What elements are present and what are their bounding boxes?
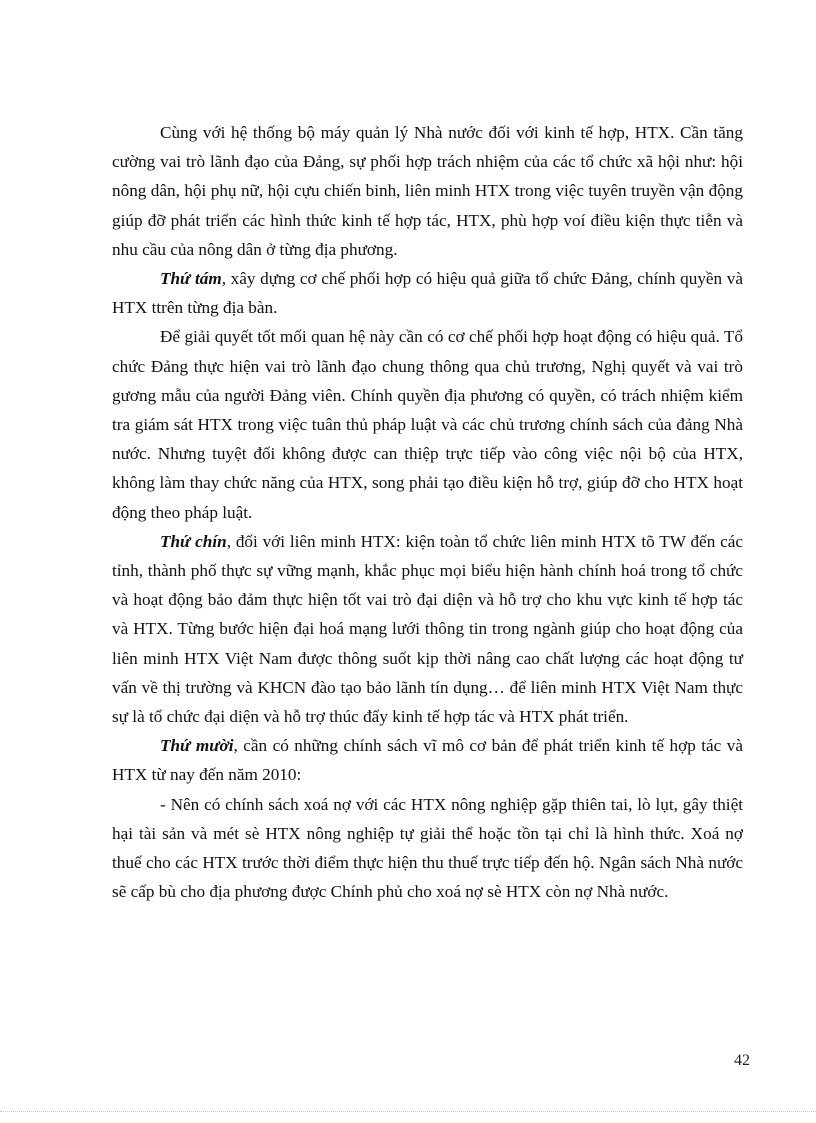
paragraph-text: Cùng với hệ thống bộ máy quản lý Nhà nước đối với kinh tế hợp, HTX. Cần tăng cường vai trò lãnh đạo của Đảng, sự phối hợp trách nhiệm của các tổ chức xã hội như: hội nông dân, hội phụ nữ, hội cựu chiến binh, liên minh HTX trong việc tuyên truyền vận động giúp đỡ phát triển các hình thức kinh tế hợp tác, HTX, phù hợp voí điều kiện thực tiễn và nhu cầu của nông dân ở từng địa phương.	[112, 123, 743, 259]
paragraph-lead: Thứ chín	[160, 531, 227, 551]
page-number: 42	[734, 1052, 750, 1069]
paragraph	[112, 527, 743, 731]
paragraph	[112, 731, 743, 789]
paragraph	[112, 118, 743, 264]
body-text	[112, 118, 743, 906]
paragraph-text: , xây dựng cơ chế phối hợp có hiệu quả giữa tổ chức Đảng, chính quyền và HTX ttrên từng địa bàn.	[112, 269, 743, 318]
paragraph-text: , đối với liên minh HTX: kiện toàn tổ chức liên minh HTX tõ TW đến các tỉnh, thành phố thực sự vững mạnh, khắc phục mọi biểu hiện hành chính hoá trong tổ chức và hoạt động bảo đảm thực hiện tốt vai trò đại diện và hỗ trợ cho khu vực kinh tế hợp tác và HTX. Từng bước hiện đại hoá mạng lưới thông tin trong ngành giúp cho hoạt động của liên minh HTX Việt Nam được thông suốt kịp thời nâng cao chất lượng các hoạt động tư vấn về thị trường và KHCN đào tạo bảo lãnh tín dụng… để liên minh HTX Việt Nam thực sự là tổ chức đại diện và hỗ trợ thúc đẩy kinh tế hợp tác và HTX phát triển.	[112, 531, 743, 727]
paragraph-lead: Thứ mười	[160, 736, 234, 756]
paragraph-text: , cần có những chính sách vĩ mô cơ bản để phát triển kinh tế hợp tác và HTX từ nay đến năm 2010:	[112, 736, 743, 785]
paragraph-lead: Thứ tám	[160, 269, 222, 289]
paragraph-text: - Nên có chính sách xoá nợ với các HTX nông nghiệp gặp thiên tai, lò lụt, gây thiệt hại tài sản và mét sè HTX nông nghiệp tự giải thể hoặc tồn tại chỉ là hình thức. Xoá nợ thuế cho các HTX trước thời điểm thực hiện thu thuế trực tiếp đến hộ. Ngân sách Nhà nước sẽ cấp bù cho địa phương được Chính phủ cho xoá nợ sè HTX còn nợ Nhà nước.	[112, 794, 743, 902]
paragraph	[112, 322, 743, 526]
footer-divider	[0, 1111, 816, 1112]
paragraph	[112, 790, 743, 907]
paragraph	[112, 264, 743, 322]
paragraph-text: Để giải quyết tốt mối quan hệ này cần có cơ chế phối hợp hoạt động có hiệu quả. Tổ chức Đảng thực hiện vai trò lãnh đạo chung thông qua chủ trương, Nghị quyết và vai trò gương mẫu của người Đảng viên. Chính quyền địa phương có quyền, có trách nhiệm kiểm tra giám sát HTX trong việc tuân thủ pháp luật và các chủ trương chính sách của đảng Nhà nước. Nhưng tuyệt đối không được can thiệp trực tiếp vào công việc nội bộ của HTX, không làm thay chức năng của HTX, song phải tạo điều kiện hỗ trợ, giúp đỡ cho HTX hoạt động theo pháp luật.	[112, 327, 743, 522]
